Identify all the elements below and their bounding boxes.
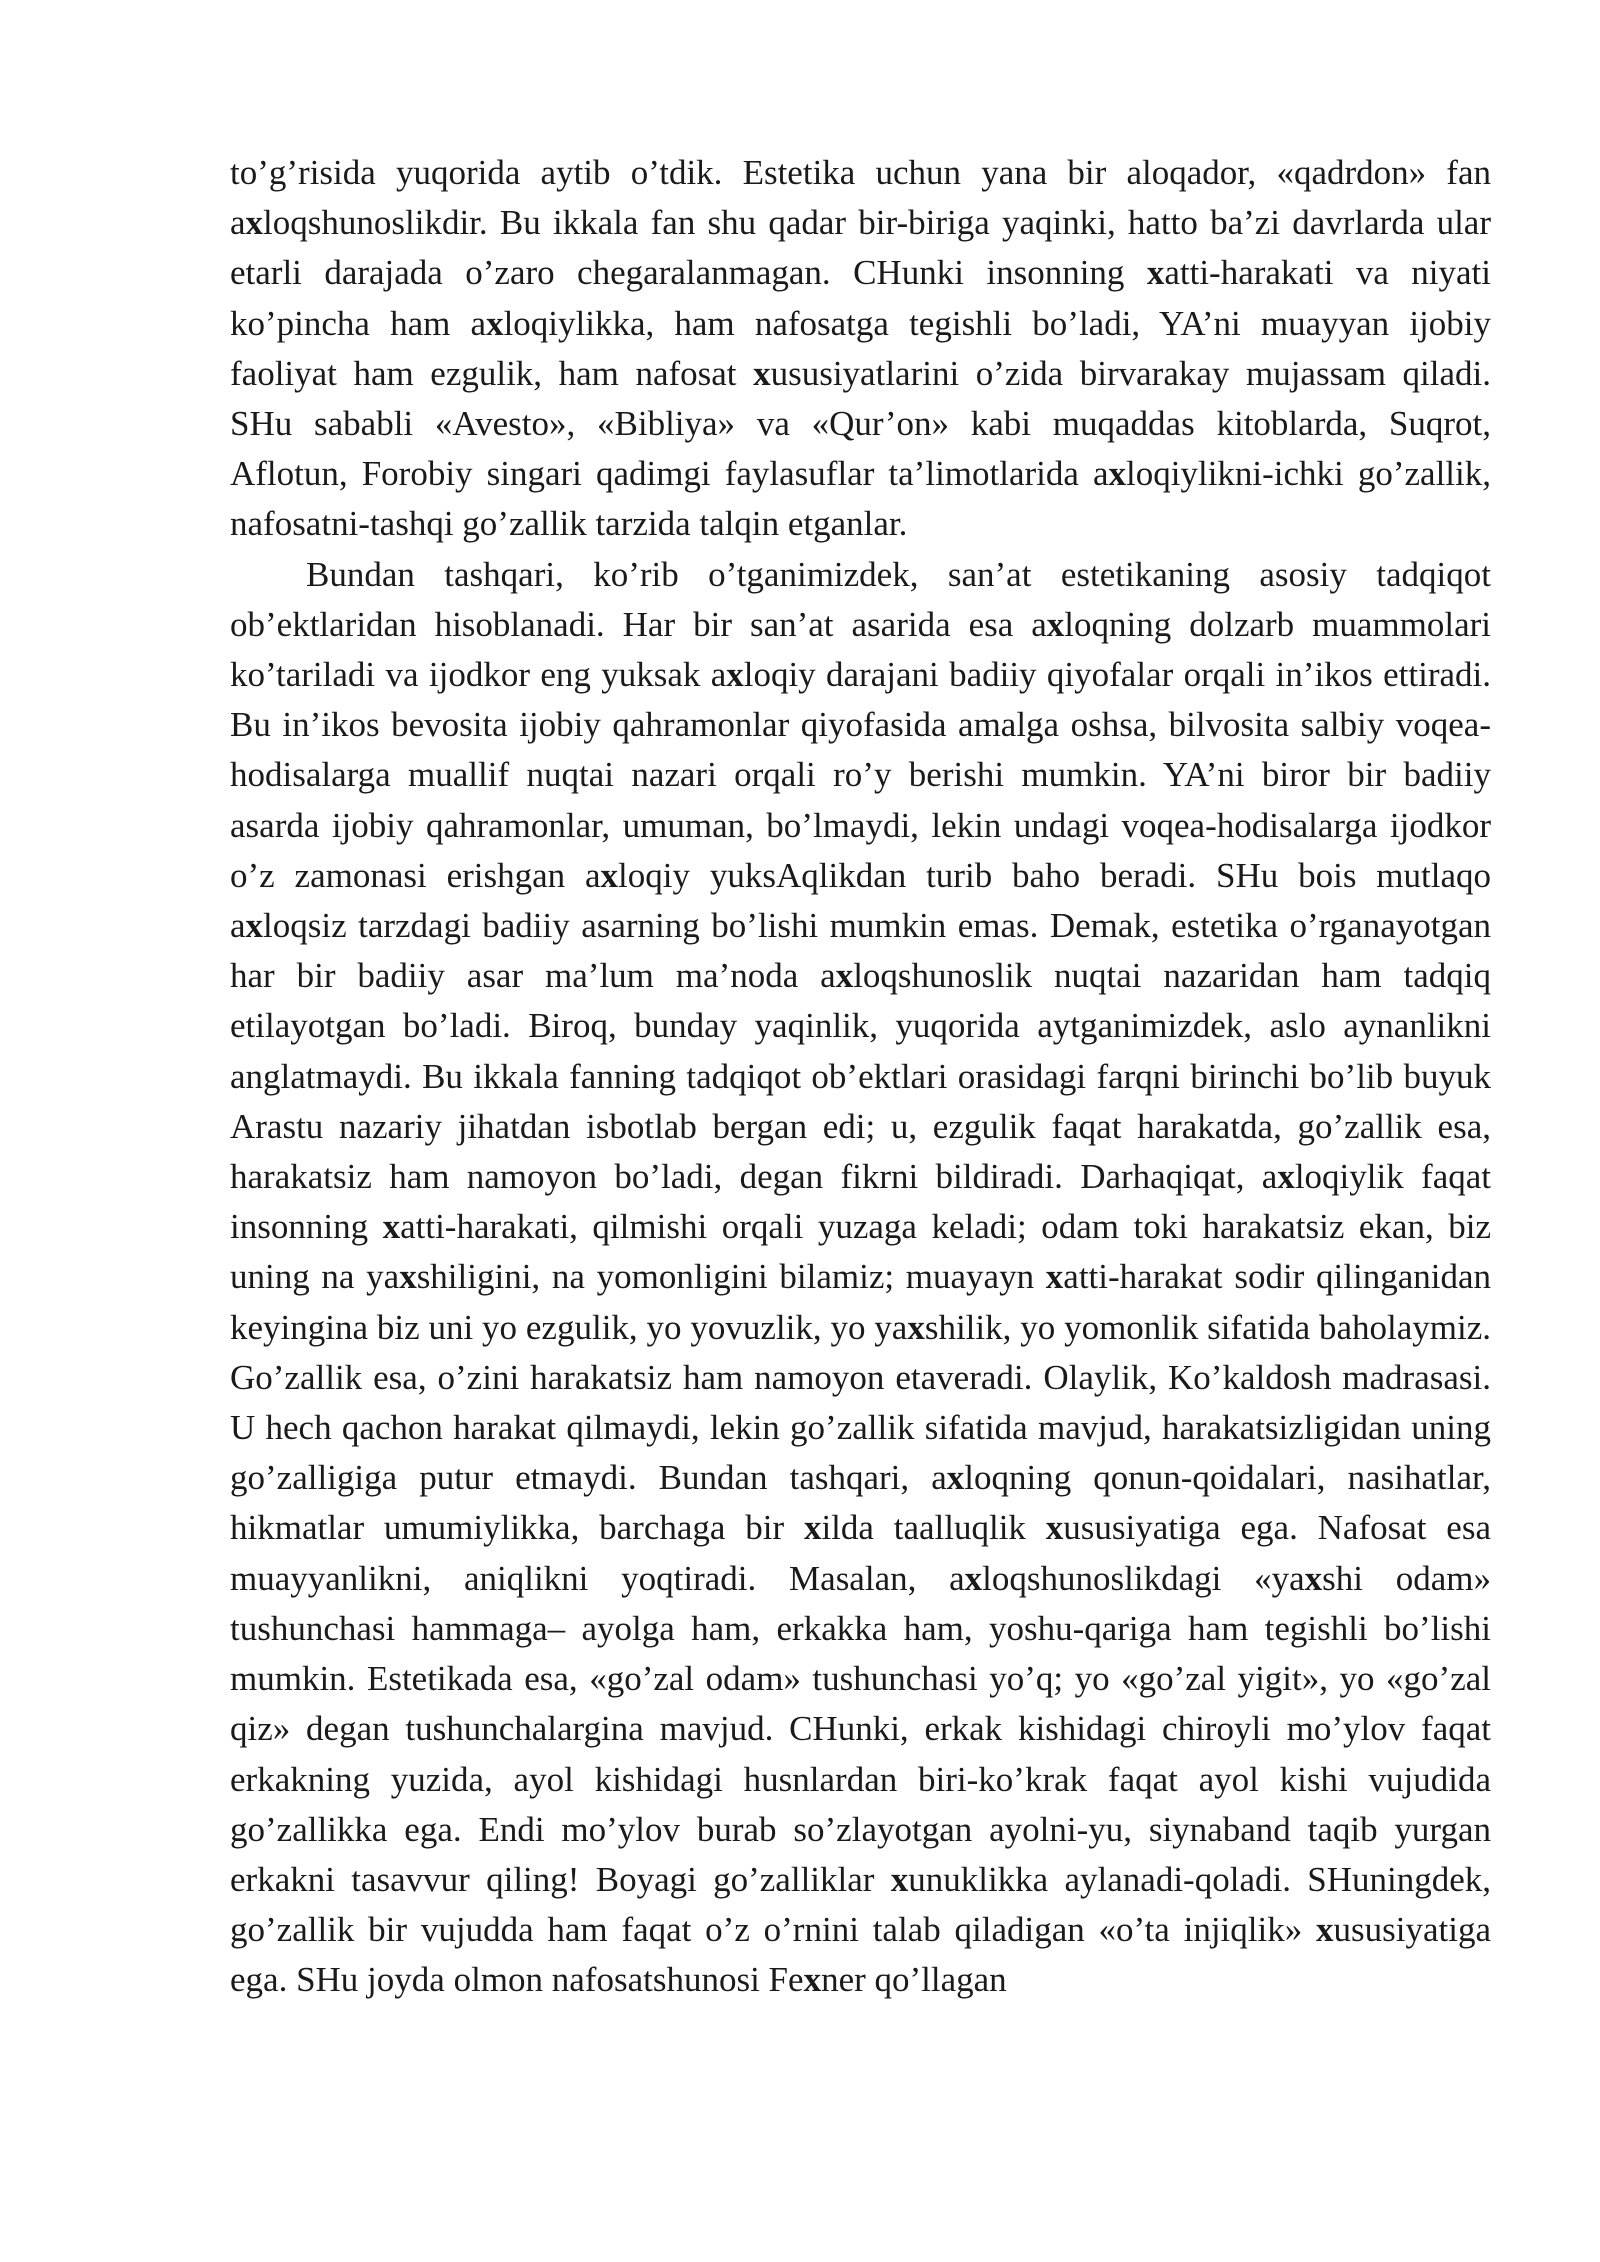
text-run: loqiylikka, ham nafosatga tegishli bo’ladi, YA’ni muayyan ijobiy faoliyat ham ezgulik, ham nafosat (230, 303, 1491, 393)
bold-letter: x (964, 1558, 983, 1598)
text-run: Bundan tashqari, ko’rib o’tganimizdek, san’at estetikaning asosiy tadqiqot ob’ektlaridan hisoblanadi. Har bir san’at asarida esa a (230, 554, 1491, 644)
text-run: unuklikka aylanadi-qoladi. SHuningdek, go’zallik bir vujudda ham faqat o’z o’rnini talab qiladigan «o’ta injiqlik» (230, 1859, 1491, 1950)
bold-letter: x (753, 353, 771, 393)
bold-letter: x (1108, 454, 1127, 494)
bold-letter: x (486, 303, 504, 343)
bold-letter: x (600, 855, 619, 895)
paragraph-1 (230, 148, 1491, 550)
bold-letter: x (245, 203, 264, 243)
text-run: ilda taalluqlik (821, 1508, 1046, 1548)
text-run: loqshunoslikdagi «ya (982, 1558, 1305, 1598)
paragraph-2 (230, 550, 1491, 2006)
bold-letter: x (890, 1859, 909, 1899)
text-run: loqiy darajani badiiy qiyofalar orqali in’ikos ettiradi. Bu in’ikos bevosita ijobiy qahramonlar qiyofasida amalga oshsa, bilvosita salbiy voqea-hodisalarga muallif nuqtai nazari orqali ro’y berishi mumkin. YA’ni biror bir badiiy asarda ijobiy qahramonlar, umuman, bo’lmaydi, lekin undagi voqea-hodisalarga ijodkor o’z zamonasi erishgan a (230, 655, 1491, 895)
bold-letter: x (1304, 1558, 1323, 1598)
text-run: loqshunoslikdir. Bu ikkala fan shu qadar bir-biriga yaqinki, hatto ba’zi davrlarda ular etarli darajada o’zaro chegaralanmagan. CHunki insonning (230, 203, 1491, 293)
bold-letter: x (1316, 1910, 1334, 1950)
bold-letter: x (946, 1458, 965, 1498)
text-run: loqning dolzarb muammolari ko’tariladi va ijodkor eng yuksak a (230, 604, 1491, 695)
bold-letter: x (803, 1508, 822, 1548)
text-run: loqshunoslik nuqtai nazaridan ham tadqiq etilayotgan bo’ladi. Biroq, bunday yaqinlik, yuqorida aytganimizdek, aslo aynanlikni anglatmaydi. Bu ikkala fanning tadqiqot ob’ektlari orasidagi farqni birinchi bo’lib buyuk Arastu nazariy jihatdan isbotlab bergan edi; u, ezgulik faqat harakatda, go’zallik esa, harakatsiz ham namoyon bo’ladi, degan fikrni bildiradi. Darhaqiqat, a (230, 956, 1491, 1197)
text-run: shiligini, na yomonligini bilamiz; muayayn (416, 1257, 1046, 1297)
text-run: atti-harakat sodir qilinganidan keyingina biz uni yo ezgulik, yo yovuzlik, yo ya (230, 1257, 1491, 1347)
text-run: loqiylik faqat insonning (230, 1157, 1491, 1247)
text-run: shilik, yo yomonlik sifatida baholaymiz. Go’zallik esa, o’zini harakatsiz ham namoyon etaveradi. Olaylik, Ko’kaldosh madrasasi. U hech qachon harakat qilmaydi, lekin go’zallik sifatida mavjud, harakatsizligidan uning go’zalligiga putur etmaydi. Bundan tashqari, a (230, 1307, 1491, 1498)
text-run: ner qo’llagan (821, 1960, 1007, 2000)
text-run: loqsiz tarzdagi badiiy asarning bo’lishi mumkin emas. Demak, estetika o’rganayotgan har bir badiiy asar ma’lum ma’noda a (230, 906, 1491, 996)
text-run: ususiyatiga ega. SHu joyda olmon nafosatshunosi Fe (230, 1910, 1491, 2000)
bold-letter: x (1146, 253, 1165, 293)
bold-letter: x (382, 1207, 401, 1247)
text-run: loqiylikni-ichki go’zallik, nafosatni-tashqi go’zallik tarzida talqin etganlar. (230, 454, 1491, 544)
text-run: loqning qonun-qoidalari, nasihatlar, hikmatlar umumiylikka, barchaga bir (230, 1458, 1492, 1548)
document-page (230, 148, 1491, 2006)
bold-letter: x (726, 655, 744, 695)
text-run: ususiyatiga ega. Nafosat esa muayyanlikni, aniqlikni yoqtiradi. Masalan, a (230, 1508, 1491, 1598)
bold-letter: x (907, 1307, 925, 1347)
text-run: atti-harakati, qilmishi orqali yuzaga keladi; odam toki harakatsiz ekan, biz uning na ya (230, 1207, 1491, 1297)
text-run: atti-harakati va niyati ko’pincha ham a (230, 253, 1491, 343)
bold-letter: x (1277, 1157, 1295, 1197)
bold-letter: x (1045, 1257, 1064, 1297)
text-run: ususiyatlarini o’zida birvarakay mujassam qiladi. SHu sababli «Avesto», «Bibliya» va «Qur’on» kabi muqaddas kitoblarda, Suqrot, Aflotun, Forobiy singari qadimgi faylasuflar ta’limotlarida a (230, 353, 1491, 494)
bold-letter: x (835, 956, 854, 996)
text-run: loqiy yuksAqlikdan turib baho beradi. SHu bois mutlaqo a (230, 855, 1491, 946)
bold-letter: x (245, 906, 264, 946)
bold-letter: x (399, 1257, 417, 1297)
bold-letter: x (803, 1960, 822, 2000)
bold-letter: x (1045, 1508, 1064, 1548)
bold-letter: x (1046, 604, 1065, 644)
text-run: shi odam» tushunchasi hammaga– ayolga ham, erkakka ham, yoshu-qariga ham tegishli bo’lishi mumkin. Estetikada esa, «go’zal odam» tushunchasi yo’q; yo «go’zal yigit», yo «go’zal qiz» degan tushunchalargina mavjud. CHunki, erkak kishidagi chiroyli mo’ylov faqat erkakning yuzida, ayol kishidagi husnlardan biri-ko’krak faqat ayol kishi vujudida go’zallikka ega. Endi mo’ylov burab so’zlayotgan ayolni-yu, siynaband taqib yurgan erkakni tasavvur qiling! Boyagi go’zalliklar (230, 1558, 1491, 1899)
text-run: to’g’risida yuqorida aytib o’tdik. Estetika uchun yana bir aloqador, «qadrdon» fan a (230, 153, 1491, 243)
